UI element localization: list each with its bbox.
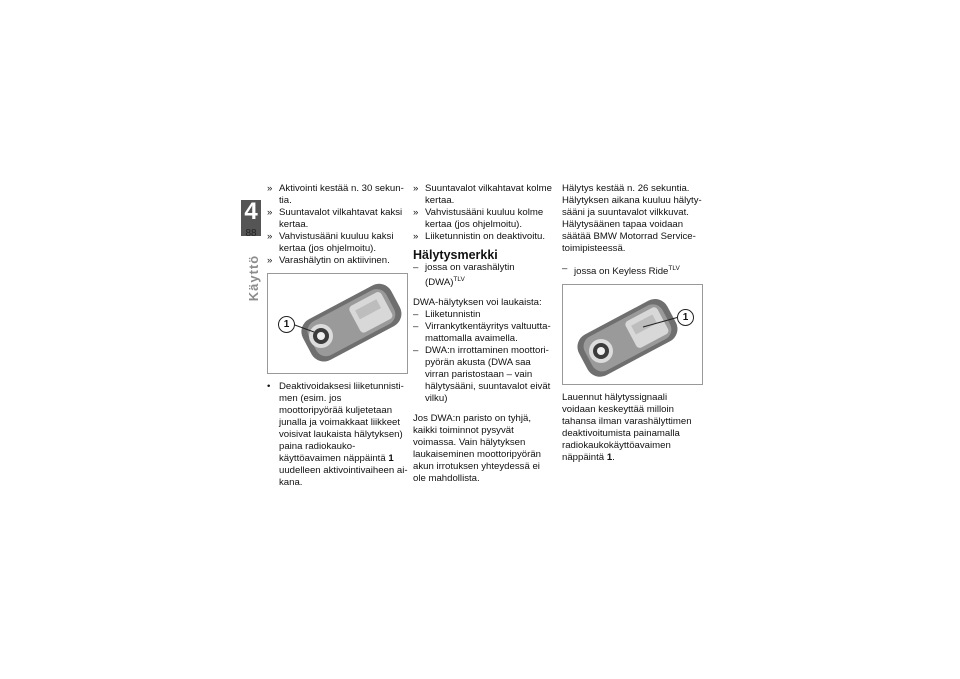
step-list <box>413 183 554 243</box>
figure-callout: 1 <box>278 316 295 333</box>
column-2 <box>413 183 554 485</box>
keyless-key-figure <box>562 284 703 385</box>
section-heading: Hälytysmerkki <box>413 248 498 262</box>
list-item: • Deaktivoidaksesi liiketunnistimen (esim. jos moottoripyörää kuljetetaan junalla ja voimakkaat liikkeet voisivat laukaista hälytyksen) paina radiokaukokäyttöavaimen näppäintä 1 uudelleen aktivointivaiheen aikana. <box>267 381 408 488</box>
keyless-key-illustration-icon <box>563 285 702 384</box>
list-item: » Aktivointi kestää n. 30 sekuntia. <box>267 183 404 206</box>
key-fob-figure <box>267 273 408 374</box>
bullet-icon: • <box>267 381 271 392</box>
dash-icon: – <box>413 309 419 320</box>
closing-paragraph: Lauennut hälytyssignaali voidaan keskeyttää milloin tahansa ilman varashälyttimen deaktivoitumista painamalla radiokaukokäyttöavaimen näppäintä 1. <box>562 392 692 463</box>
step-marker-icon: » <box>413 183 419 194</box>
column-1 <box>267 183 408 489</box>
alarm-duration-paragraph: Hälytys kestää n. 26 sekuntia. Hälytyksen aikana kuuluu hälytysääni ja suuntavalot vilkkuvat. Hälytysäänen tapaa voidaan säätää BMW Motorrad Service-toimipisteessä. <box>562 183 702 254</box>
list-item: – DWA:n irrottaminen moottoripyörän akusta (DWA saa virran paristostaan – vain hälytysääni, suuntavalot eivät vilku) <box>413 345 551 404</box>
trigger-list <box>413 309 554 405</box>
section-label: Käyttö <box>246 254 261 302</box>
column-3 <box>562 183 703 464</box>
condition-list <box>413 262 554 289</box>
battery-paragraph: Jos DWA:n paristo on tyhjä, kaikki toiminnot pysyvät voimassa. Vain hälytyksen laukaiseminen moottoripyörän akun irrotuksen yhteydessä ei ole mahdollista. <box>413 413 541 484</box>
list-item: » Vahvistusääni kuuluu kaksi kertaa (jos ohjelmoitu). <box>267 231 394 254</box>
step-marker-icon: » <box>267 255 273 266</box>
chapter-number: 4 <box>244 198 258 225</box>
step-marker-icon: » <box>267 183 273 194</box>
step-marker-icon: » <box>413 231 419 242</box>
intro-text: DWA-hälytyksen voi laukaista: <box>413 297 542 308</box>
condition-item: – jossa on varashälytin (DWA)$^{TLV}$ <box>413 262 515 288</box>
list-item: » Liiketunnistin on deaktivoitu. <box>413 231 545 242</box>
list-item: » Varashälytin on aktiivinen. <box>267 255 390 266</box>
step-marker-icon: » <box>267 231 273 242</box>
condition-item: – jossa on Keyless Ride$^{TLV}$ <box>562 263 680 277</box>
dash-icon: – <box>413 321 419 332</box>
dash-icon: – <box>413 262 419 273</box>
page-number: 88 <box>245 228 257 239</box>
condition-list <box>562 263 703 278</box>
list-item: » Vahvistusääni kuuluu kolme kertaa (jos ohjelmoitu). <box>413 207 544 230</box>
step-list <box>267 183 408 267</box>
dash-icon: – <box>413 345 419 356</box>
step-marker-icon: » <box>413 207 419 218</box>
list-item: » Suuntavalot vilkahtavat kolme kertaa. <box>413 183 552 206</box>
list-item: » Suuntavalot vilkahtavat kaksi kertaa. <box>267 207 403 230</box>
list-item: – Virrankytkentäyritys valtuuttamattomalla avaimella. <box>413 321 551 344</box>
dash-icon: – <box>562 263 568 274</box>
step-marker-icon: » <box>267 207 273 218</box>
list-item: – Liiketunnistin <box>413 309 481 320</box>
figure-callout: 1 <box>677 309 694 326</box>
bullet-list <box>267 381 408 489</box>
